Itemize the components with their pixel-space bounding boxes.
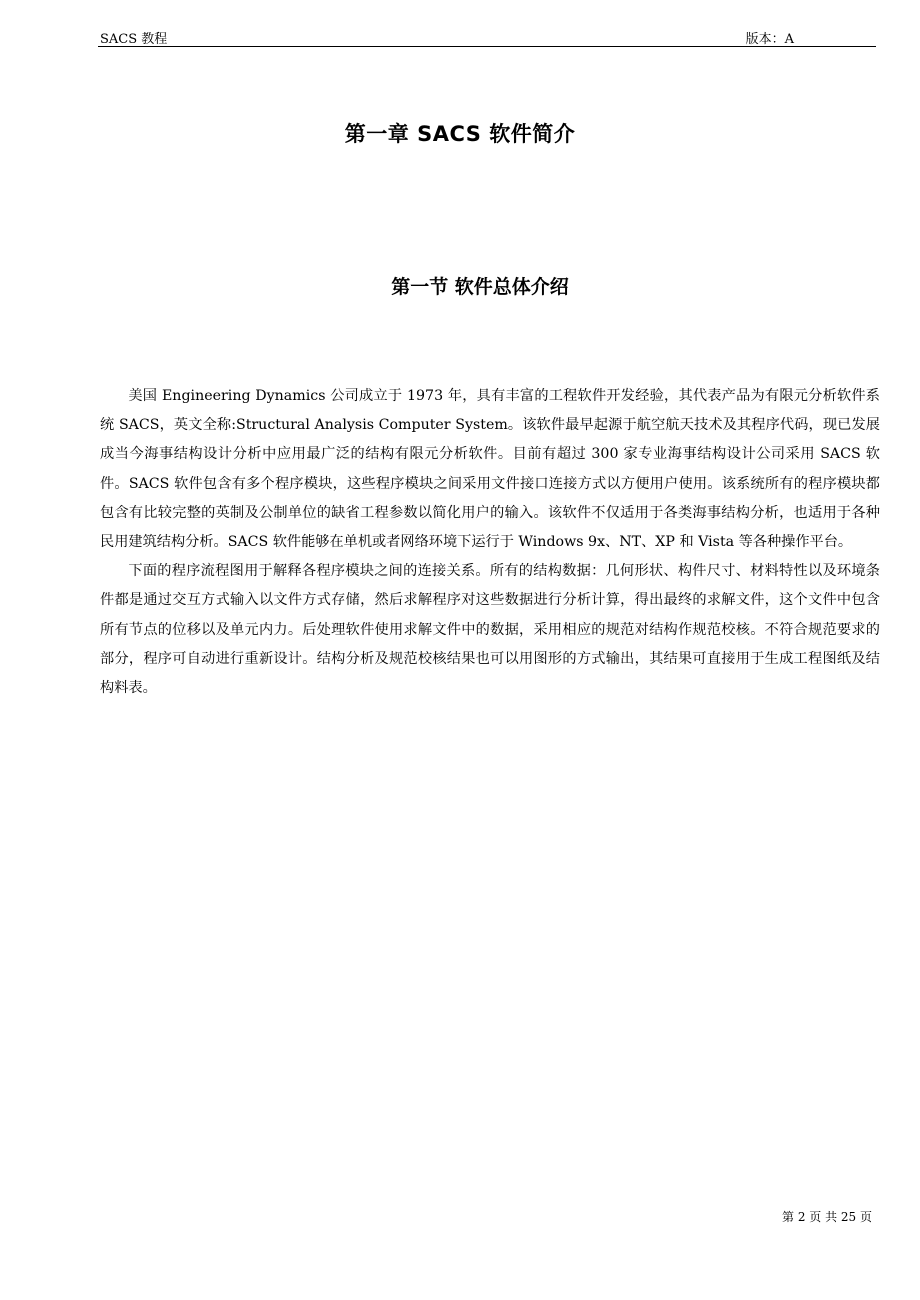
paragraph-flowchart: 下面的程序流程图用于解释各程序模块之间的连接关系。所有的结构数据：几何形状、构件尺寸、材料特性以及环境条件都是通过交互方式输入以文件方式存储，然后求解程序对这些数据进行分析计算，得出最终的求解文件，这个文件中包含所有节点的位移以及单元内力。后处理软件使用求解文件中的数据，采用相应的规范对结构作规范校核。不符合规范要求的部分，程序可自动进行重新设计。结构分析及规范校核结果也可以用图形的方式输出，其结果可直接用于生成工程图纸及结构料表。 [100,563,880,697]
paragraph-intro: 美国 Engineering Dynamics 公司成立于 1973 年，具有丰富的工程软件开发经验，其代表产品为有限元分析软件系统 SACS，英文全称:Structural Analysis Computer System。该软件最早起源于航空航天技术及其程序代码，现已发展成当今海事结构设计分析中应用最广泛的结构有限元分析软件。目前有超过 300 家专业海事结构设计公司采用 SACS 软件。SACS 软件包含有多个程序模块，这些程序模块之间采用文件接口连接方式以方便用户使用。该系统所有的程序模块都包含有比较完整的英制及公制单位的缺省工程参数以简化用户的输入。该软件不仅适用于各类海事结构分析，也适用于各种民用建筑结构分析。SACS 软件能够在单机或者网络环境下运行于 Windows 9x、NT、XP 和 Vista 等各种操作平台。 [100,388,880,551]
page-footer: 第 2 页 共 25 页 [782,1210,872,1224]
page-header [98,26,876,47]
section-title: 第一节 软件总体介绍 [391,276,569,298]
body-text [100,382,880,703]
chapter-title: 第一章 SACS 软件简介 [344,122,576,146]
header-document-title: SACS 教程 [100,32,168,47]
header-version: 版本：A [745,32,794,47]
